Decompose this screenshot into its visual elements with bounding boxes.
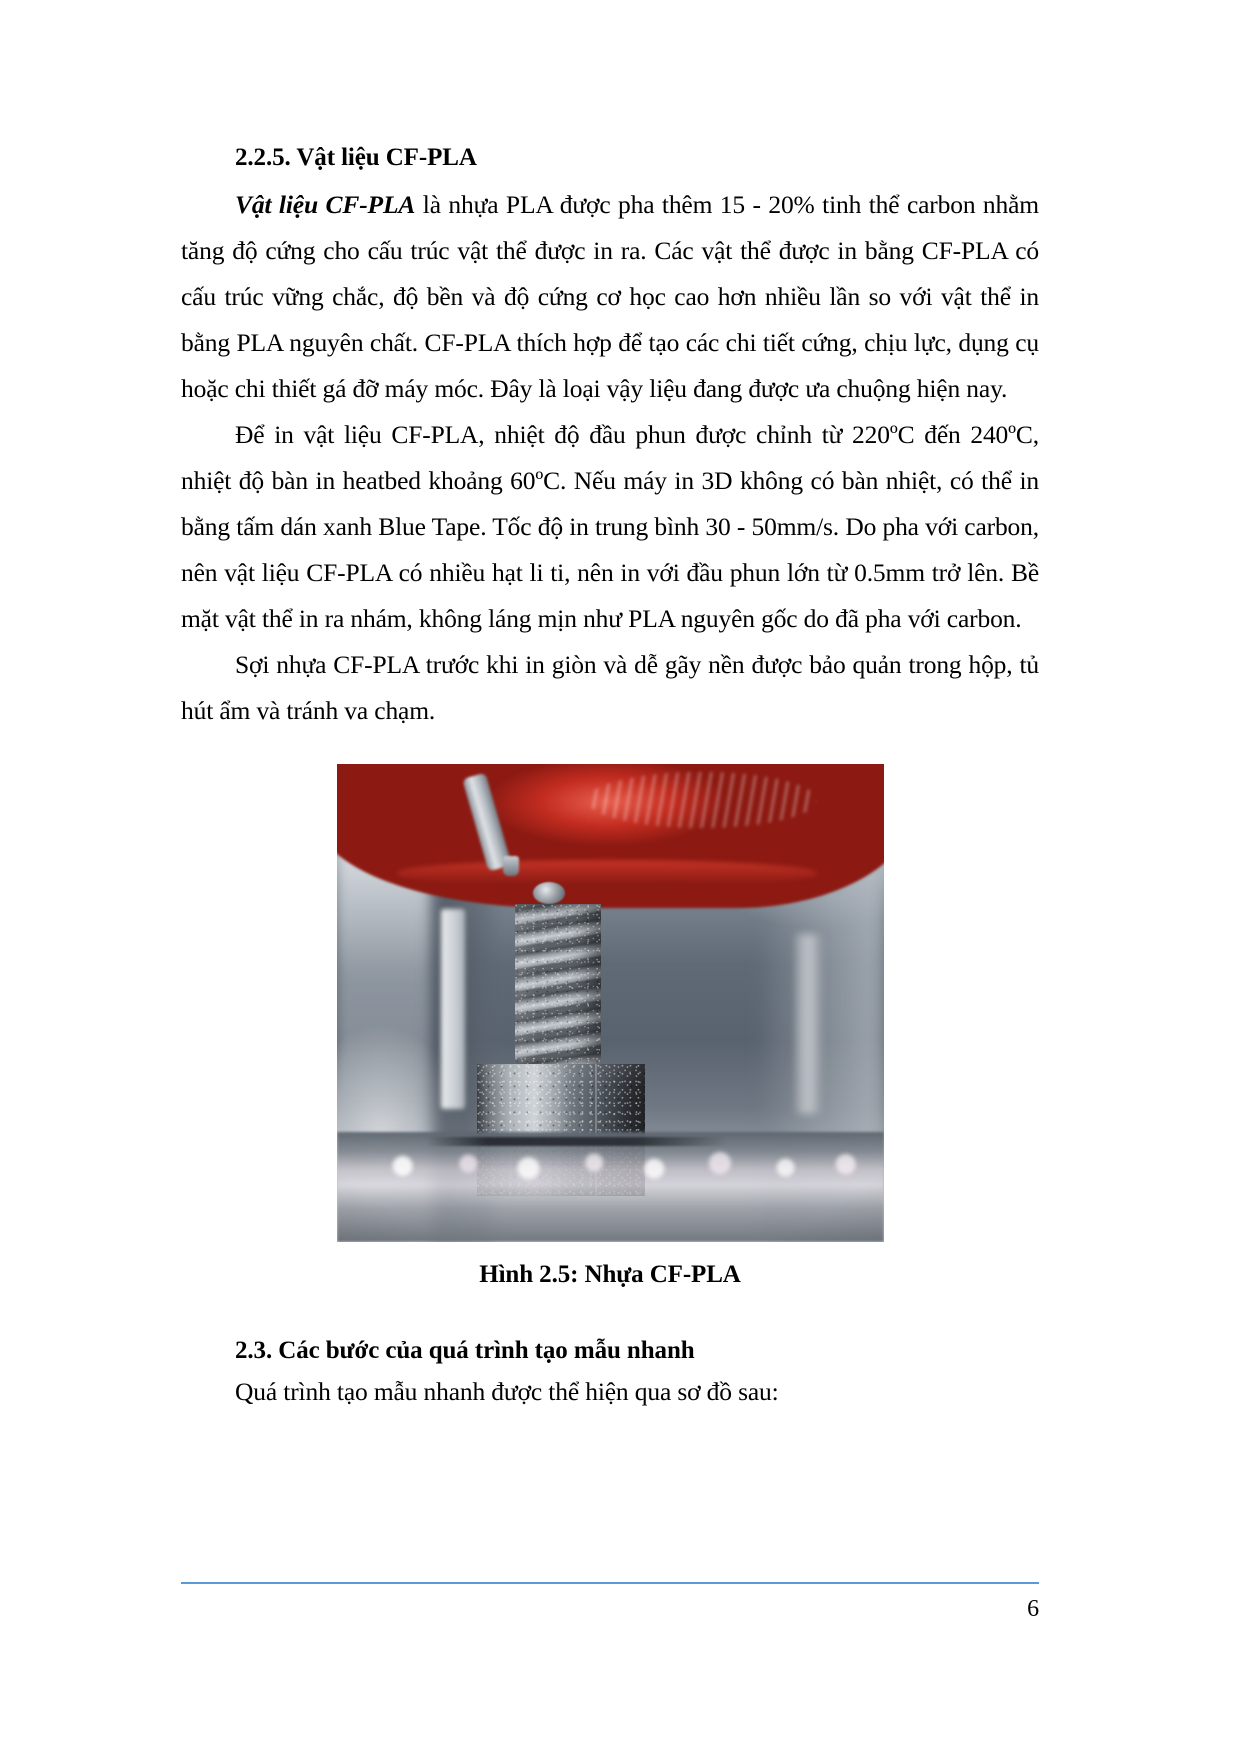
paragraph-cf-pla-definition (181, 182, 1039, 412)
paragraph-body-text: là nhựa PLA được pha thêm 15 - 20% tinh thể carbon nhằm tăng độ cứng cho cấu trúc vật thể được in ra. Các vật thể được in bằng CF-PLA có cấu trúc vững chắc, độ bền và độ cứng cơ học cao hơn nhiều lần so với vật thể in bằng PLA nguyên chất. CF-PLA thích hợp để tạo các chi tiết cứng, chịu lực, dụng cụ hoặc chi thiết gá đỡ máy móc. Đây là loại vậy liệu đang được ưa chuộng hiện nay. (181, 190, 1039, 404)
paragraph-printing-parameters: Để in vật liệu CF-PLA, nhiệt độ đầu phun được chỉnh từ 220ºC đến 240ºC, nhiệt độ bàn in heatbed khoảng 60ºC. Nếu máy in 3D không có bàn nhiệt, có thể in bằng tấm dán xanh Blue Tape. Tốc độ in trung bình 30 - 50mm/s. Do pha với carbon, nên vật liệu CF-PLA có nhiều hạt li ti, nên in với đầu phun lớn từ 0.5mm trở lên. Bề mặt vật thể in ra nhám, không láng mịn như PLA nguyên gốc do đã pha với carbon. (181, 420, 1039, 634)
paragraph-filament-storage: Sợi nhựa CF-PLA trước khi in giòn và dễ gãy nền được bảo quản trong hộp, tủ hút ẩm và tránh va chạm. (181, 650, 1039, 726)
footer-divider (181, 1582, 1039, 1584)
paragraph-process-intro: Quá trình tạo mẫu nhanh được thể hiện qua sơ đồ sau: (235, 1377, 779, 1407)
page-content (181, 140, 1039, 1414)
section-heading-225: 2.2.5. Vật liệu CF-PLA (235, 144, 477, 171)
page-number: 6 (1027, 1596, 1039, 1622)
figure-caption: Hình 2.5: Nhựa CF-PLA (479, 1261, 741, 1289)
section-heading-23: 2.3. Các bước của quá trình tạo mẫu nhanh (235, 1337, 695, 1365)
paragraph-lead-term: Vật liệu CF-PLA (235, 190, 416, 220)
photo-vignette (337, 764, 884, 1242)
figure-image-cf-pla-bolt (337, 764, 884, 1242)
figure-block (181, 764, 1039, 1289)
